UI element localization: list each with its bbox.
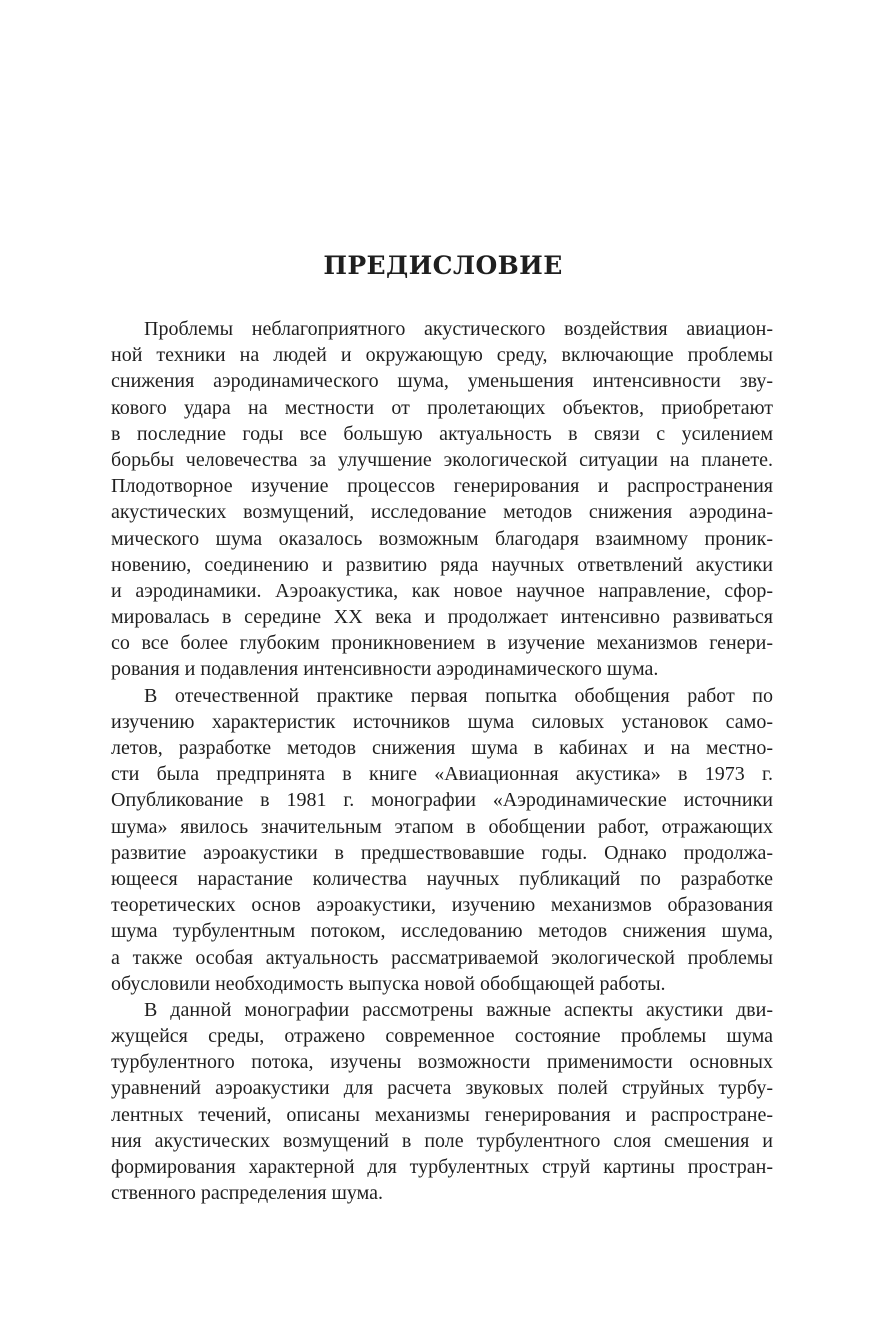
- text-line: уравнений аэроакустики для расчета звуковых полей струйных турбу-: [111, 1077, 773, 1100]
- text-line: Проблемы неблагоприятного акустического воздействия авиацион-: [144, 318, 773, 340]
- text-line: турбулентного потока, изучены возможности применимости основных: [111, 1051, 773, 1074]
- text-line: в последние годы все большую актуальность в связи с усилением: [111, 422, 773, 445]
- text-line: лентных течений, описаны механизмы генерирования и распростране-: [111, 1103, 773, 1126]
- paragraph-2: [111, 683, 773, 997]
- page-title: ПРЕДИСЛОВИЕ: [323, 251, 563, 280]
- paragraph-3: [111, 997, 773, 1207]
- body-text: [111, 316, 773, 1206]
- text-line: ния акустических возмущений в поле турбулентного слоя смешения и: [111, 1129, 773, 1152]
- text-line: рования и подавления интенсивности аэродинамического шума.: [111, 658, 659, 681]
- text-line: мировалась в середине XX века и продолжает интенсивно развиваться: [111, 606, 773, 629]
- text-line: сти была предпринята в книге «Авиационная акустика» в 1973 г.: [111, 763, 773, 786]
- text-line: развитие аэроакустики в предшествовавшие годы. Однако продолжа-: [111, 841, 773, 864]
- text-line: Опубликование в 1981 г. монографии «Аэродинамические источники: [111, 789, 773, 812]
- text-line: шума турбулентным потоком, исследованию методов снижения шума,: [111, 920, 773, 943]
- text-line: мического шума оказалось возможным благодаря взаимному проник-: [111, 527, 773, 550]
- text-line: ющееся нарастание количества научных публикаций по разработке: [111, 867, 773, 890]
- text-line: формирования характерной для турбулентных струй картины простран-: [111, 1156, 773, 1178]
- paragraph-1: [111, 316, 773, 683]
- text-line: В данной монографии рассмотрены важные аспекты акустики дви-: [144, 998, 773, 1021]
- text-line: летов, разработке методов снижения шума в кабинах и на местно-: [111, 737, 773, 759]
- text-line: изучению характеристик источников шума силовых установок само-: [111, 710, 773, 733]
- text-line: ной техники на людей и окружающую среду, включающие проблемы: [111, 344, 773, 367]
- text-line: жущейся среды, отражено современное состояние проблемы шума: [111, 1025, 773, 1048]
- text-line: борьбы человечества за улучшение экологической ситуации на планете.: [111, 448, 773, 471]
- text-line: и аэродинамики. Аэроакустика, как новое научное направление, сфор-: [111, 579, 773, 602]
- text-line: обусловили необходимость выпуска новой обобщающей работы.: [111, 972, 666, 995]
- text-line: Плодотворное изучение процессов генерирования и распространения: [111, 475, 773, 498]
- text-line: новению, соединению и развитию ряда научных ответвлений акустики: [111, 553, 773, 576]
- text-line: ственного распределения шума.: [111, 1182, 384, 1205]
- text-line: теоретических основ аэроакустики, изучению механизмов образования: [111, 894, 773, 917]
- text-line: со все более глубоким проникновением в изучение механизмов генери-: [111, 632, 773, 655]
- text-line: снижения аэродинамического шума, уменьшения интенсивности зву-: [111, 370, 773, 393]
- text-line: кового удара на местности от пролетающих объектов, приобретают: [111, 396, 773, 419]
- text-line: а также особая актуальность рассматриваемой экологической проблемы: [111, 946, 773, 969]
- text-line: акустических возмущений, исследование методов снижения аэродина-: [111, 501, 773, 524]
- text-line: В отечественной практике первая попытка обобщения работ по: [144, 684, 773, 707]
- text-line: шума» явилось значительным этапом в обобщении работ, отражающих: [111, 815, 773, 838]
